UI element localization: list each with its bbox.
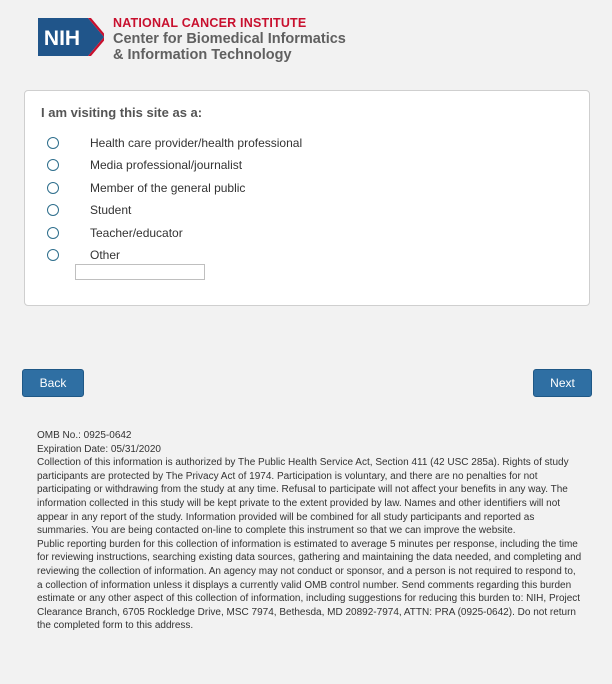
cbiit-title-line2: & Information Technology <box>113 47 292 63</box>
survey-card <box>24 90 590 306</box>
next-button[interactable]: Next <box>533 369 592 397</box>
option-label[interactable]: Teacher/educator <box>90 226 183 240</box>
radio-button[interactable] <box>47 159 59 171</box>
survey-question: I am visiting this site as a: <box>41 105 203 120</box>
radio-button[interactable] <box>47 137 59 149</box>
option-label[interactable]: Media professional/journalist <box>90 158 243 172</box>
other-text-input[interactable] <box>75 264 205 280</box>
radio-button[interactable] <box>47 182 59 194</box>
expiration-date: Expiration Date: 05/31/2020 <box>37 443 161 455</box>
option-label[interactable]: Member of the general public <box>90 181 246 195</box>
radio-button[interactable] <box>47 227 59 239</box>
burden-statement: Public reporting burden for this collection of information is estimated to average 5 minutes per response, including the time for reviewing instructions, searching existing data sources, gathering and maintaining the data needed, and completing and reviewing the collection of information. An agency may not conduct or sponsor, and a person is not required to respond to, a collection of information unless it displays a currently valid OMB control number. Send comments regarding this burden estimate or any other aspect of this collection of information, including suggestions for reducing this burden to: NIH, Project Clearance Branch, 6705 Rockledge Drive, MSC 7974, Bethesda, MD 20892-7974, ATTN: PRA (0925-0642). Do not return the completed form to this address. <box>37 538 582 632</box>
option-teacher-educator[interactable] <box>47 225 347 245</box>
radio-button[interactable] <box>47 204 59 216</box>
back-button[interactable]: Back <box>22 369 84 397</box>
option-student[interactable] <box>47 202 347 222</box>
option-media-professional[interactable] <box>47 157 347 177</box>
option-health-care-provider[interactable] <box>47 135 347 155</box>
omb-disclaimer <box>37 429 582 633</box>
option-label[interactable]: Student <box>90 203 132 217</box>
nih-logo-text: NIH <box>43 27 81 50</box>
nci-title: NATIONAL CANCER INSTITUTE <box>113 16 307 30</box>
cbiit-title-line1: Center for Biomedical Informatics <box>113 31 346 47</box>
option-general-public[interactable] <box>47 180 347 200</box>
nih-logo <box>38 18 104 56</box>
option-label[interactable]: Other <box>90 248 121 262</box>
authority-statement: Collection of this information is authorized by The Public Health Service Act, Section 411 (42 USC 285a). Rights of study participants are protected by The Privacy Act of 1974. Participation is voluntary, and there are no penalties for not participating or withdrawing from the study at any time. Refusal to participate will not affect your benefits in any way. The information collected in this study will be kept private to the extent provided by law. Names and other identifiers will not appear in any report of the study. Information provided will be combined for all study participants and reported as summaries. You are being contacted on-line to complete this instrument so that we can improve the website. <box>37 457 569 537</box>
radio-button[interactable] <box>47 249 59 261</box>
option-label[interactable]: Health care provider/health professional <box>90 136 303 150</box>
site-header <box>38 14 578 64</box>
org-name <box>113 16 346 63</box>
omb-number: OMB No.: 0925-0642 <box>37 430 132 441</box>
